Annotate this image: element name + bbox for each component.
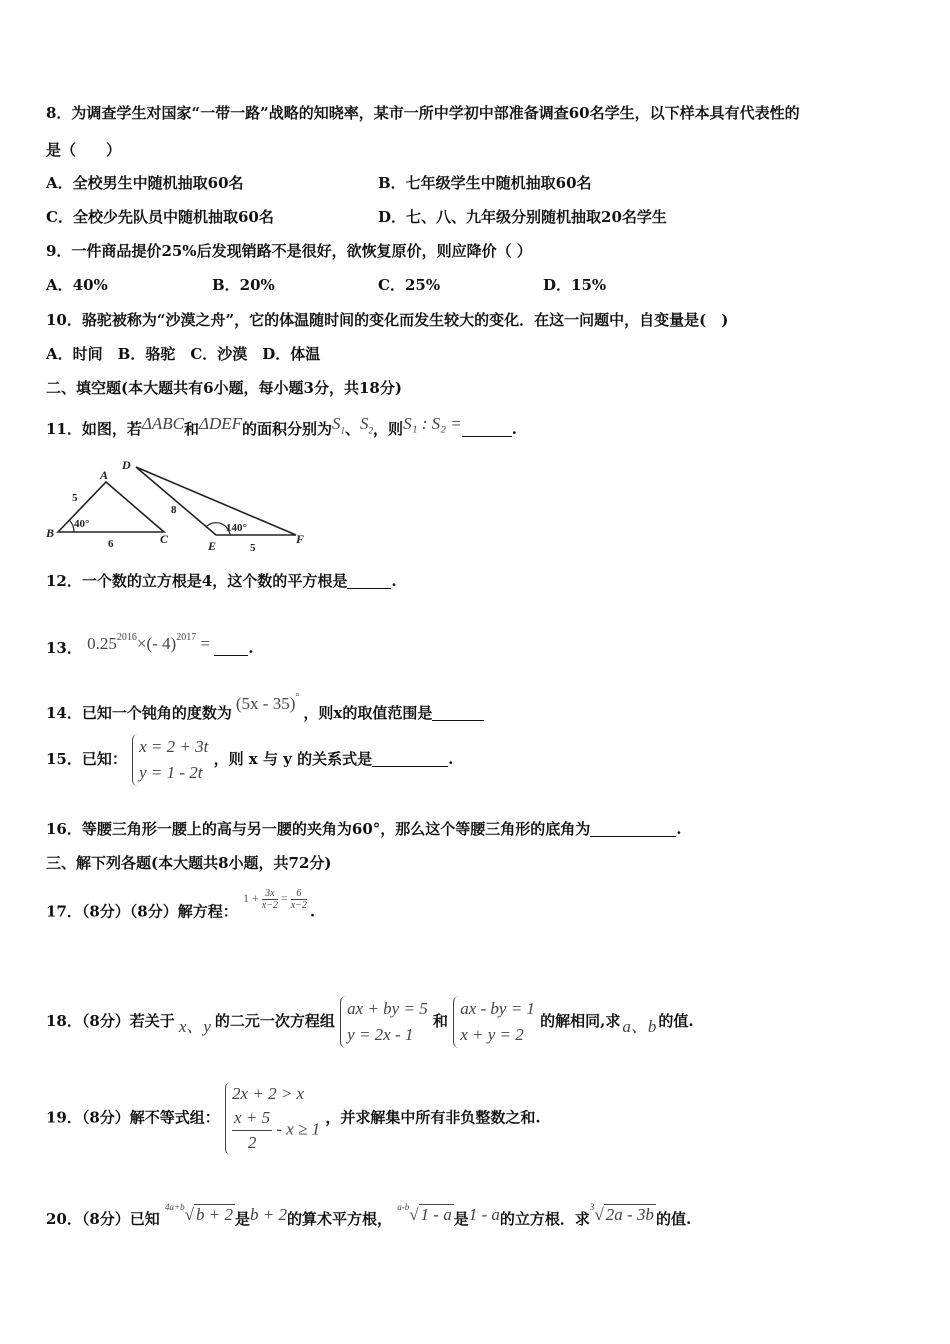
q17-end: . — [309, 902, 316, 921]
q13-prefix: 13． — [46, 639, 82, 657]
q11-s1 — [332, 414, 346, 436]
q15-system — [132, 734, 208, 786]
q8-option-b: B．七年级学生中随机抽取60名 — [378, 174, 592, 192]
q17-frac1 — [262, 888, 278, 911]
q8-stem-line1: 8．为调查学生对国家“一带一路”战略的知晓率，某市一所中学初中部准备调查60名学生，以下样本具有代表性的 — [46, 104, 800, 122]
q18-end: 的值. — [658, 1012, 694, 1030]
q19-suffix: ，并求解集中所有非负整数之和. — [325, 1108, 541, 1127]
label-e: E — [208, 539, 217, 553]
label-c: C — [160, 532, 169, 546]
q12-answer-blank[interactable] — [347, 572, 391, 589]
q18-s2-eq1: ax - by = 1 — [460, 999, 535, 1018]
q12-text: 12．一个数的立方根是4，这个数的平方根是 — [46, 572, 348, 590]
q17-equation — [242, 888, 310, 911]
q9-option-d: D．15% — [543, 276, 607, 294]
q15-prefix: 15．已知： — [46, 750, 127, 768]
q20-root2-index: a-b — [397, 1202, 410, 1212]
q13-end: . — [248, 639, 254, 657]
triangle-def — [136, 467, 296, 535]
q11-prefix: 11．如图，若 — [46, 420, 142, 438]
q20-is2: 是 — [453, 1210, 469, 1228]
q13-exp2: 2017 — [176, 632, 197, 643]
q12-stem — [46, 571, 397, 591]
q18-and: 和 — [432, 1012, 448, 1030]
q8-option-c: C．全校少先队员中随机抽取60名 — [46, 208, 274, 226]
q11-tri2: ΔDEF — [198, 414, 243, 433]
q18-suffix: 的解相同,求 — [540, 1012, 621, 1030]
q20-root3: $^3$√ 2a - 3b — [589, 1202, 654, 1224]
q10-options: A．时间 B．骆驼 C．沙漠 D．体温 — [46, 345, 321, 363]
q11-tri1: ΔABC — [141, 414, 184, 433]
q17-num1: 3x — [262, 888, 278, 900]
q8-stem-line2: 是（ ） — [46, 141, 122, 159]
q11-s2-sub: 2 — [368, 425, 374, 436]
q9-stem: 9．一件商品提价25%后发现销路不是很好，欲恢复原价，则应降价（ ） — [46, 242, 532, 260]
q11-s1-sub: 1 — [340, 425, 346, 436]
q20-root1-radicand: b + 2 — [195, 1205, 233, 1224]
q16-text: 16．等腰三角形一腰上的高与另一腰的夹角为60°，那么这个等腰三角形的底角为 — [46, 820, 591, 838]
q19-den: 2 — [247, 1133, 257, 1152]
q17-frac2 — [291, 888, 307, 911]
q11-answer-blank[interactable] — [462, 420, 512, 437]
q13-base: 0.25 — [87, 634, 117, 653]
q13-expression — [87, 634, 214, 653]
q11-s2 — [360, 414, 374, 436]
section-3-heading: 三、解下列各题(本大题共8小题，共72分) — [46, 854, 332, 872]
q11-ratio: S₁ : S₂ = — [403, 414, 462, 433]
q20-root1: $^{4a+b}$√ b + 2 — [165, 1202, 233, 1224]
q11-then: ，则 — [373, 420, 404, 438]
q18-s1-eq1: ax + by = 5 — [347, 999, 428, 1018]
q17-num2: 6 — [291, 888, 307, 900]
label-d: D — [122, 458, 131, 472]
q11-s1-letter: S — [332, 414, 341, 433]
q11-s2-letter: S — [360, 414, 369, 433]
side-de-label: 8 — [171, 504, 177, 516]
q17-stem — [46, 888, 315, 921]
section-2-heading: 二、填空题(本大题共有6小题，每小题3分，共18分) — [46, 379, 402, 397]
q13-answer-blank[interactable] — [214, 639, 248, 656]
q20-text2: 的立方根．求 — [499, 1210, 590, 1228]
q13-exp1: 2016 — [116, 632, 137, 643]
q20-text1: 的算术平方根， — [286, 1210, 392, 1228]
label-b: B — [46, 526, 55, 540]
q15-stem — [46, 734, 453, 786]
q20-root2-radicand: 1 - a — [420, 1205, 452, 1224]
q12-end: . — [391, 572, 397, 590]
q15-end: . — [448, 750, 454, 768]
q9-option-a: A．40% — [46, 276, 108, 294]
q15-eq1: x = 2 + 3t — [139, 737, 209, 756]
q13-eq: = — [196, 634, 215, 653]
q18-ab: a、b — [622, 1017, 657, 1036]
q14-expr: (5x - 35) — [235, 694, 296, 713]
q18-s1-eq2: y = 2x - 1 — [347, 1025, 414, 1044]
triangles-figure — [44, 455, 309, 555]
angle-b-label: 40° — [74, 518, 90, 530]
q16-answer-blank[interactable] — [590, 820, 676, 837]
q19-frac — [232, 1106, 272, 1155]
q19-eq2 — [232, 1106, 320, 1155]
q18-mid: 的二元一次方程组 — [214, 1012, 335, 1030]
q13-stem — [46, 628, 254, 658]
q10-stem: 10．骆驼被称为“沙漠之舟”，它的体温随时间的变化而发生较大的变化．在这一问题中，自变量是( ) — [46, 311, 729, 329]
q19-num: x + 5 — [232, 1106, 272, 1131]
angle-e-label: 140° — [226, 522, 247, 534]
q20-root3-index: 3 — [589, 1202, 595, 1212]
q19-eq2-tail: - x ≥ 1 — [276, 1119, 321, 1139]
q11-end: . — [511, 420, 517, 438]
q14-deg: ° — [295, 692, 300, 703]
q11-and: 和 — [183, 420, 199, 438]
q17-den2: x−2 — [290, 900, 307, 911]
q20-stem — [46, 1202, 691, 1229]
q8-option-a: A．全校男生中随机抽取60名 — [46, 174, 244, 192]
q15-eq2: y = 1 - 2t — [139, 763, 203, 782]
side-ef-label: 5 — [250, 542, 256, 554]
q11-stem — [46, 414, 517, 440]
q18-stem — [46, 996, 694, 1048]
q17-lhs: 1 + — [242, 891, 259, 906]
q9-option-c: C．25% — [378, 276, 441, 294]
q14-expression — [236, 694, 299, 713]
q18-system1 — [340, 996, 428, 1048]
q16-stem — [46, 819, 682, 839]
q14-stem — [46, 688, 484, 723]
q18-s2-eq2: x + y = 2 — [460, 1025, 524, 1044]
q19-system — [225, 1082, 320, 1155]
q14-answer-blank[interactable] — [432, 704, 484, 721]
q20-expr1: b + 2 — [249, 1205, 287, 1224]
q11-sep: 、 — [345, 420, 361, 438]
q17-eq: = — [280, 891, 288, 906]
q15-suffix: ，则 x 与 y 的关系式是 — [213, 750, 373, 768]
q13-times: ×(- 4) — [136, 634, 177, 653]
q18-prefix: 18．（8分）若关于 — [46, 1012, 175, 1030]
q17-prefix: 17．（8分）（8分）解方程： — [46, 902, 238, 921]
q14-suffix: ，则x的取值范围是 — [303, 704, 433, 722]
q11-mid: 的面积分别为 — [242, 420, 333, 438]
side-ab-label: 5 — [72, 492, 78, 504]
q20-prefix: 20．（8分）已知 — [46, 1210, 160, 1228]
q20-root1-index: 4a+b — [165, 1202, 185, 1212]
q17-den1: x−2 — [261, 900, 278, 911]
q15-answer-blank[interactable] — [372, 750, 448, 767]
q18-vars: x、y — [178, 1017, 211, 1036]
q14-prefix: 14．已知一个钝角的度数为 — [46, 704, 232, 722]
q16-end: . — [676, 820, 682, 838]
q20-end: 的值. — [655, 1210, 692, 1228]
label-a: A — [100, 468, 109, 482]
q8-option-d: D．七、八、九年级分别随机抽取20名学生 — [378, 208, 667, 226]
q19-stem — [46, 1082, 541, 1155]
q9-option-b: B．20% — [212, 276, 275, 294]
q20-root2: $^{a-b}$√ 1 - a — [397, 1202, 452, 1224]
q19-eq1: 2x + 2 > x — [232, 1084, 305, 1103]
q20-expr2: 1 - a — [468, 1205, 500, 1224]
q20-is1: 是 — [234, 1210, 250, 1228]
side-bc-label: 6 — [108, 538, 114, 550]
q18-system2 — [453, 996, 535, 1048]
q20-root3-radicand: 2a - 3b — [605, 1205, 654, 1224]
q19-prefix: 19．（8分）解不等式组： — [46, 1108, 220, 1127]
label-f: F — [296, 532, 305, 546]
